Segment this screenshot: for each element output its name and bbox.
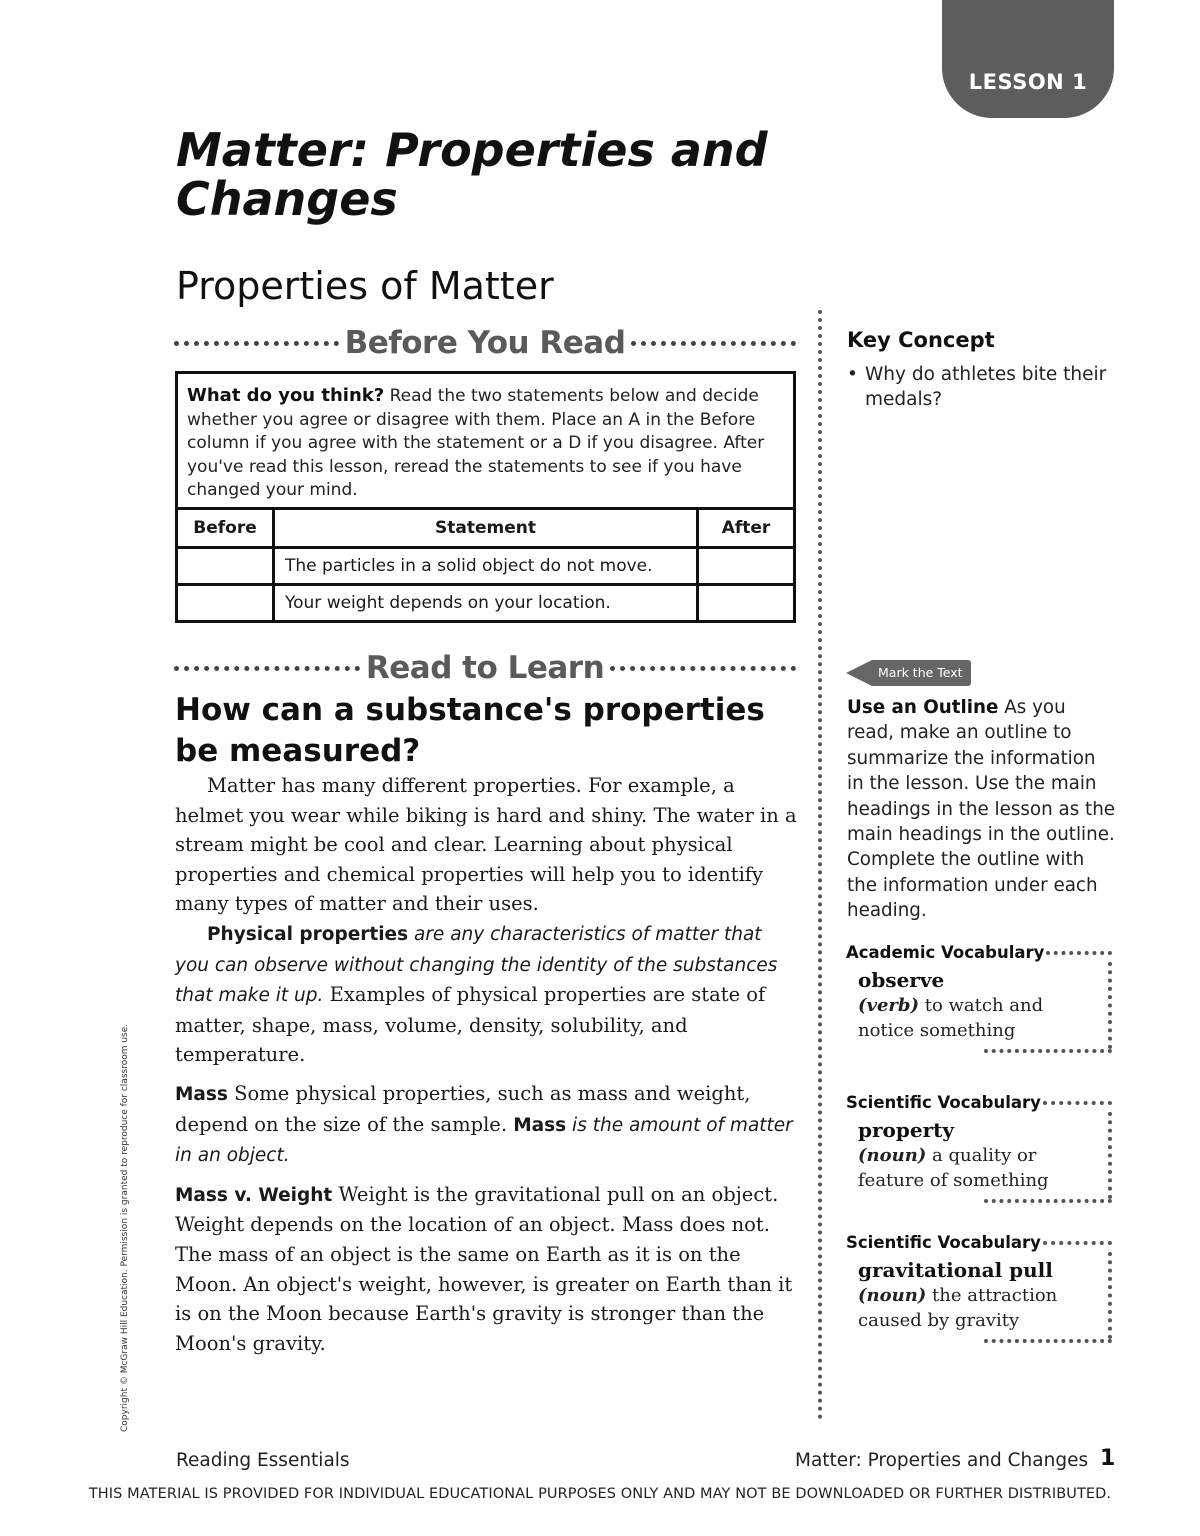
vocab-dots xyxy=(1043,1241,1112,1245)
footer-lesson-title: Matter: Properties and Changes xyxy=(795,1450,1089,1471)
read-to-learn-banner xyxy=(174,648,796,688)
page-number: 1 xyxy=(1100,1446,1116,1471)
vocab-body xyxy=(846,962,1112,1049)
footer-book-title: Reading Essentials xyxy=(176,1450,350,1471)
term-mass: Mass xyxy=(513,1114,567,1136)
paragraph-mass xyxy=(175,1079,797,1171)
bullet-icon: • xyxy=(847,364,858,385)
after-cell-2[interactable] xyxy=(698,585,795,622)
vocab-header xyxy=(846,1093,1112,1112)
vocab-header xyxy=(846,1233,1112,1252)
key-concept-heading: Key Concept xyxy=(847,328,995,352)
vocab-definition: to watch and notice something xyxy=(858,995,1044,1041)
after-cell-1[interactable] xyxy=(698,548,795,585)
what-do-you-think-instructions: Read the two statements below and decide whether you agree or disagree with them. Place an A in the Before column if you agree with the statement or a D if you disagree. After you've read this lesson, reread the statements to see if you have changed your mind. xyxy=(187,386,765,501)
before-cell-2[interactable] xyxy=(177,585,274,622)
mass-text: Some physical properties, such as mass and weight, depend on the size of the sample. xyxy=(175,1081,751,1136)
vocab-label: Academic Vocabulary xyxy=(846,943,1045,962)
banner-dots-right xyxy=(631,341,796,346)
paragraph-mass-v-weight xyxy=(175,1180,797,1359)
what-do-you-think-lead: What do you think? xyxy=(187,385,385,406)
vocab-dots-bottom xyxy=(984,1199,1112,1203)
vocab-dots xyxy=(1046,951,1112,955)
definition-mass: is the amount of matter in an object. xyxy=(175,1114,793,1167)
definition-physical-properties: are any characteristics of matter that you can observe without changing the identity of the substances that make it up. xyxy=(175,923,778,1007)
vocab-body xyxy=(846,1112,1112,1199)
use-an-outline-text: As you read, make an outline to summarize the information in the lesson. Use the main headings in the lesson as the main headings in the outline. Complete the outline with the information under each heading. xyxy=(847,697,1116,922)
banner-dots-left xyxy=(174,666,360,671)
vocab-body xyxy=(846,1252,1112,1339)
key-concept-text: Why do athletes bite their medals? xyxy=(865,364,1107,410)
vocab-part-of-speech: (verb) xyxy=(858,995,920,1016)
section-heading: How can a substance's properties be measured? xyxy=(175,692,765,769)
key-concept-item xyxy=(847,362,1117,412)
before-you-read-label: Before You Read xyxy=(344,325,626,361)
header-before: Before xyxy=(177,509,274,548)
page-subtitle: Properties of Matter xyxy=(176,264,554,308)
subhead-mass-v-weight: Mass v. Weight xyxy=(175,1184,333,1206)
vocab-definition: the attraction caused by gravity xyxy=(858,1285,1058,1331)
vocab-box-property xyxy=(846,1093,1112,1203)
mass-v-weight-text: Weight is the gravitational pull on an object. Weight depends on the location of an object. Mass does not. The mass of an object is the same on Earth as it is on the Moon. An object's weight, however, is greater on Earth than it is on the Moon because Earth's gravity is stronger than the Moon's gravity. xyxy=(175,1182,793,1355)
mark-the-text-label: Mark the Text xyxy=(872,660,971,686)
physical-properties-examples: Examples of physical properties are state of matter, shape, mass, volume, density, solubility, and temperature. xyxy=(175,983,766,1067)
lesson-body xyxy=(175,771,797,1358)
paragraph-physical-properties xyxy=(175,919,797,1070)
what-do-you-think-box xyxy=(175,371,796,511)
read-to-learn-label: Read to Learn xyxy=(365,650,605,686)
vocab-box-gravitational-pull xyxy=(846,1233,1112,1343)
pencil-tip-icon xyxy=(846,660,872,686)
lesson-tab xyxy=(942,0,1114,118)
table-header-row xyxy=(177,509,795,548)
before-cell-1[interactable] xyxy=(177,548,274,585)
use-an-outline-heading: Use an Outline xyxy=(847,697,999,718)
banner-dots-left xyxy=(174,341,339,346)
statement-cell-2: Your weight depends on your location. xyxy=(274,585,698,622)
distribution-disclaimer: THIS MATERIAL IS PROVIDED FOR INDIVIDUAL EDUCATIONAL PURPOSES ONLY AND MAY NOT BE DOWNLOADED OR FURTHER DISTRIBUTED. xyxy=(88,1486,1112,1502)
before-you-read-banner xyxy=(174,323,796,363)
vocab-part-of-speech: (noun) xyxy=(858,1285,927,1306)
vocab-word: observe xyxy=(858,968,945,992)
subhead-mass: Mass xyxy=(175,1083,228,1105)
vocab-label: Scientific Vocabulary xyxy=(846,1093,1041,1112)
vocab-word: gravitational pull xyxy=(858,1258,1053,1282)
page-title: Matter: Properties and Changes xyxy=(176,123,768,226)
copyright-notice: Copyright © McGraw Hill Education. Permission is granted to reproduce for classroom use. xyxy=(120,1023,130,1432)
header-statement: Statement xyxy=(274,509,698,548)
header-after: After xyxy=(698,509,795,548)
vocab-label: Scientific Vocabulary xyxy=(846,1233,1041,1252)
anticipation-table xyxy=(175,507,796,623)
column-divider xyxy=(818,310,822,1420)
vocab-dots xyxy=(1043,1101,1112,1105)
vocab-header xyxy=(846,943,1112,962)
vocab-dots-bottom xyxy=(984,1049,1112,1053)
vocab-definition: a quality or feature of something xyxy=(858,1145,1049,1191)
lesson-tab-label: LESSON 1 xyxy=(968,70,1088,94)
mark-the-text-badge xyxy=(846,660,971,686)
use-an-outline-note xyxy=(847,695,1117,924)
table-row xyxy=(177,585,795,622)
vocab-word: property xyxy=(858,1118,954,1142)
statement-cell-1: The particles in a solid object do not move. xyxy=(274,548,698,585)
term-physical-properties: Physical properties xyxy=(207,923,409,945)
table-row xyxy=(177,548,795,585)
vocab-dots-bottom xyxy=(984,1339,1112,1343)
vocab-part-of-speech: (noun) xyxy=(858,1145,927,1166)
paragraph-intro: Matter has many different properties. For example, a helmet you wear while biking is hard and shiny. The water in a stream might be cool and clear. Learning about physical properties and chemical properties will help you to identify many types of matter and their uses. xyxy=(175,774,797,916)
vocab-box-observe xyxy=(846,943,1112,1053)
banner-dots-right xyxy=(610,666,796,671)
